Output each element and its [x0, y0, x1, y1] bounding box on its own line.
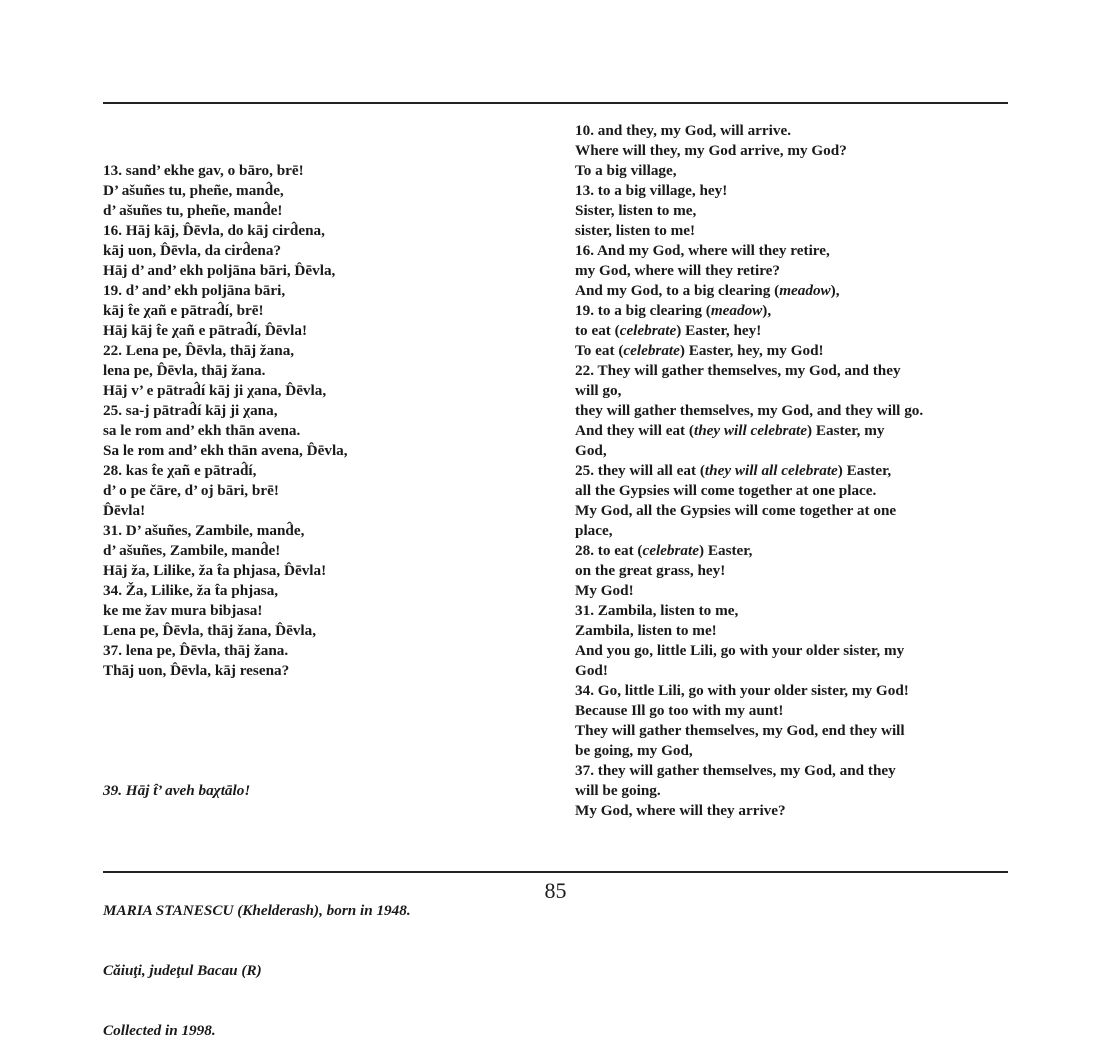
line-text: they will gather themselves, my God, and they will go. — [575, 402, 924, 419]
left-column — [103, 121, 523, 1061]
translation-line — [575, 321, 995, 341]
line-text: And you go, little Lili, go with your older sister, my — [575, 642, 905, 659]
verse-line: Thāj uon, D̂ēvla, kāj resena? — [103, 662, 290, 679]
line-text: 13. to a big village, hey! — [575, 182, 728, 199]
attribution-place: Căiuţi, judeţul Bacau (R) — [103, 962, 262, 979]
italic-gloss: celebrate — [619, 322, 677, 339]
attribution-singer: MARIA STANESCU (Khelderash), born in 1948. — [103, 902, 411, 919]
verse-line: d’ o pe čāre, d’ oj bāri, brē! — [103, 482, 279, 499]
line-text: And they will eat ( — [575, 422, 694, 439]
line-text: my God, where will they retire? — [575, 262, 780, 279]
line-text: God, — [575, 442, 607, 459]
verse-line: 19. d’ and’ ekh poljāna bāri, — [103, 282, 286, 299]
verse-line: 16. Hāj kāj, D̂ēvla, do kāj cird̂ena, — [103, 222, 325, 239]
translation-line — [575, 241, 995, 261]
line-text: 34. Go, little Lili, go with your older sister, my God! — [575, 682, 909, 699]
line-text: 16. And my God, where will they retire, — [575, 242, 830, 259]
line-text: place, — [575, 522, 613, 539]
line-text: ) Easter, hey, my God! — [679, 342, 824, 359]
line-text: ), — [830, 282, 840, 299]
translation-line — [575, 681, 995, 701]
translation-line — [575, 441, 995, 461]
italic-gloss: they will all celebrate — [704, 462, 838, 479]
verse-line: d’ ašuñes tu, pheñe, mand̂e! — [103, 202, 283, 219]
line-text: ) Easter, my — [807, 422, 885, 439]
translation-line — [575, 281, 995, 301]
line-text: will be going. — [575, 782, 661, 799]
verse-line: Hāj kāj t̂e χañ e pātrad̂í, D̂ēvla! — [103, 322, 308, 339]
verse-line: 31. D’ ašuñes, Zambile, mand̂e, — [103, 522, 305, 539]
verse-line: ke me žav mura bibjasa! — [103, 602, 263, 619]
romani-verse-lines — [103, 161, 523, 681]
line-text: God! — [575, 662, 608, 679]
translation-line — [575, 581, 995, 601]
translation-line — [575, 501, 995, 521]
line-text: sister, listen to me! — [575, 222, 696, 239]
verse-line: Hāj ža, Lilike, ža t̂a phjasa, D̂ēvla! — [103, 562, 327, 579]
translation-line — [575, 221, 995, 241]
line-text: 19. to a big clearing ( — [575, 302, 711, 319]
verse-line: Hāj d’ and’ ekh poljāna bāri, D̂ēvla, — [103, 262, 336, 279]
line-text: Zambila, listen to me! — [575, 622, 717, 639]
translation-line — [575, 721, 995, 741]
spacer — [103, 841, 523, 861]
translation-line — [575, 461, 995, 481]
translation-line — [575, 761, 995, 781]
line-text: My God, all the Gypsies will come together at one — [575, 502, 897, 519]
translation-line — [575, 541, 995, 561]
line-text: 37. they will gather themselves, my God, and they — [575, 762, 896, 779]
line-text: all the Gypsies will come together at one place. — [575, 482, 877, 499]
verse-line: Sa le rom and’ ekh thān avena, D̂ēvla, — [103, 442, 348, 459]
line-text: to eat ( — [575, 322, 620, 339]
line-text: My God, where will they arrive? — [575, 802, 786, 819]
line-text: 31. Zambila, listen to me, — [575, 602, 739, 619]
translation-line — [575, 381, 995, 401]
verse-line: 34. Ža, Lilike, ža t̂a phjasa, — [103, 582, 279, 599]
verse-line: d’ ašuñes, Zambile, mand̂e! — [103, 542, 281, 559]
verse-line: 25. sa-j pātrad̂í kāj ji χana, — [103, 402, 278, 419]
bottom-rule — [103, 871, 1008, 873]
translation-line — [575, 421, 995, 441]
right-column — [575, 121, 995, 821]
line-text: ) Easter, — [837, 462, 892, 479]
line-text: will go, — [575, 382, 622, 399]
line-text: And my God, to a big clearing ( — [575, 282, 780, 299]
verse-line: kāj uon, D̂ēvla, da cird̂ena? — [103, 242, 282, 259]
translation-line — [575, 561, 995, 581]
verse-line: kāj t̂e χañ e pātrad̂í, brē! — [103, 302, 264, 319]
translation-line — [575, 781, 995, 801]
line-text: ) Easter, — [699, 542, 753, 559]
verse-line: sa le rom and’ ekh thān avena. — [103, 422, 301, 439]
line-text: 10. and they, my God, will arrive. — [575, 122, 791, 139]
translation-line — [575, 661, 995, 681]
line-text: 25. they will all eat ( — [575, 462, 705, 479]
italic-gloss: celebrate — [623, 342, 680, 359]
line-text: To a big village, — [575, 162, 677, 179]
line-text: ), — [762, 302, 772, 319]
italic-gloss: meadow — [779, 282, 831, 299]
line-text: They will gather themselves, my God, end they will — [575, 722, 905, 739]
verse-line: 13. sand’ ekhe gav, o bāro, brē! — [103, 162, 304, 179]
closing-line: 39. Hāj t̂’ aveh baχtālo! — [103, 782, 251, 799]
line-text: 28. to eat ( — [575, 542, 643, 559]
translation-line — [575, 801, 995, 821]
verse-line: 28. kas t̂e χañ e pātrad̂í, — [103, 462, 257, 479]
verse-line: D’ ašuñes tu, pheñe, mand̂e, — [103, 182, 284, 199]
italic-gloss: celebrate — [642, 542, 699, 559]
verse-line: Hāj v’ e pātrad̂í kāj ji χana, D̂ēvla, — [103, 382, 327, 399]
translation-line — [575, 161, 995, 181]
top-rule — [103, 102, 1008, 104]
line-text: Where will they, my God arrive, my God? — [575, 142, 847, 159]
translation-line — [575, 521, 995, 541]
translation-line — [575, 261, 995, 281]
line-text: 22. They will gather themselves, my God, and they — [575, 362, 901, 379]
line-text: ) Easter, hey! — [676, 322, 762, 339]
translation-line — [575, 201, 995, 221]
translation-line — [575, 601, 995, 621]
verse-line: 37. lena pe, D̂ēvla, thāj žana. — [103, 642, 289, 659]
attribution-collected: Collected in 1998. — [103, 1022, 216, 1039]
translation-line — [575, 141, 995, 161]
italic-gloss: meadow — [710, 302, 763, 319]
line-text: Because Ill go too with my aunt! — [575, 702, 784, 719]
translation-line — [575, 301, 995, 321]
translation-line — [575, 641, 995, 661]
line-text: on the great grass, hey! — [575, 562, 726, 579]
line-text: To eat ( — [575, 342, 624, 359]
spacer — [103, 721, 523, 741]
verse-line: 22. Lena pe, D̂ēvla, thāj žana, — [103, 342, 295, 359]
translation-line — [575, 481, 995, 501]
verse-line: Lena pe, D̂ēvla, thāj žana, D̂ēvla, — [103, 622, 317, 639]
line-text: My God! — [575, 582, 634, 599]
translation-line — [575, 701, 995, 721]
verse-line: D̂ēvla! — [103, 502, 146, 519]
verse-line: lena pe, D̂ēvla, thāj žana. — [103, 362, 266, 379]
line-text: Sister, listen to me, — [575, 202, 697, 219]
line-text: be going, my God, — [575, 742, 693, 759]
translation-line — [575, 741, 995, 761]
translation-line — [575, 341, 995, 361]
translation-line — [575, 181, 995, 201]
page-number: 85 — [544, 878, 567, 903]
translation-line — [575, 361, 995, 381]
translation-line — [575, 621, 995, 641]
italic-gloss: they will celebrate — [693, 422, 807, 439]
translation-line — [575, 401, 995, 421]
translation-line — [575, 121, 995, 141]
